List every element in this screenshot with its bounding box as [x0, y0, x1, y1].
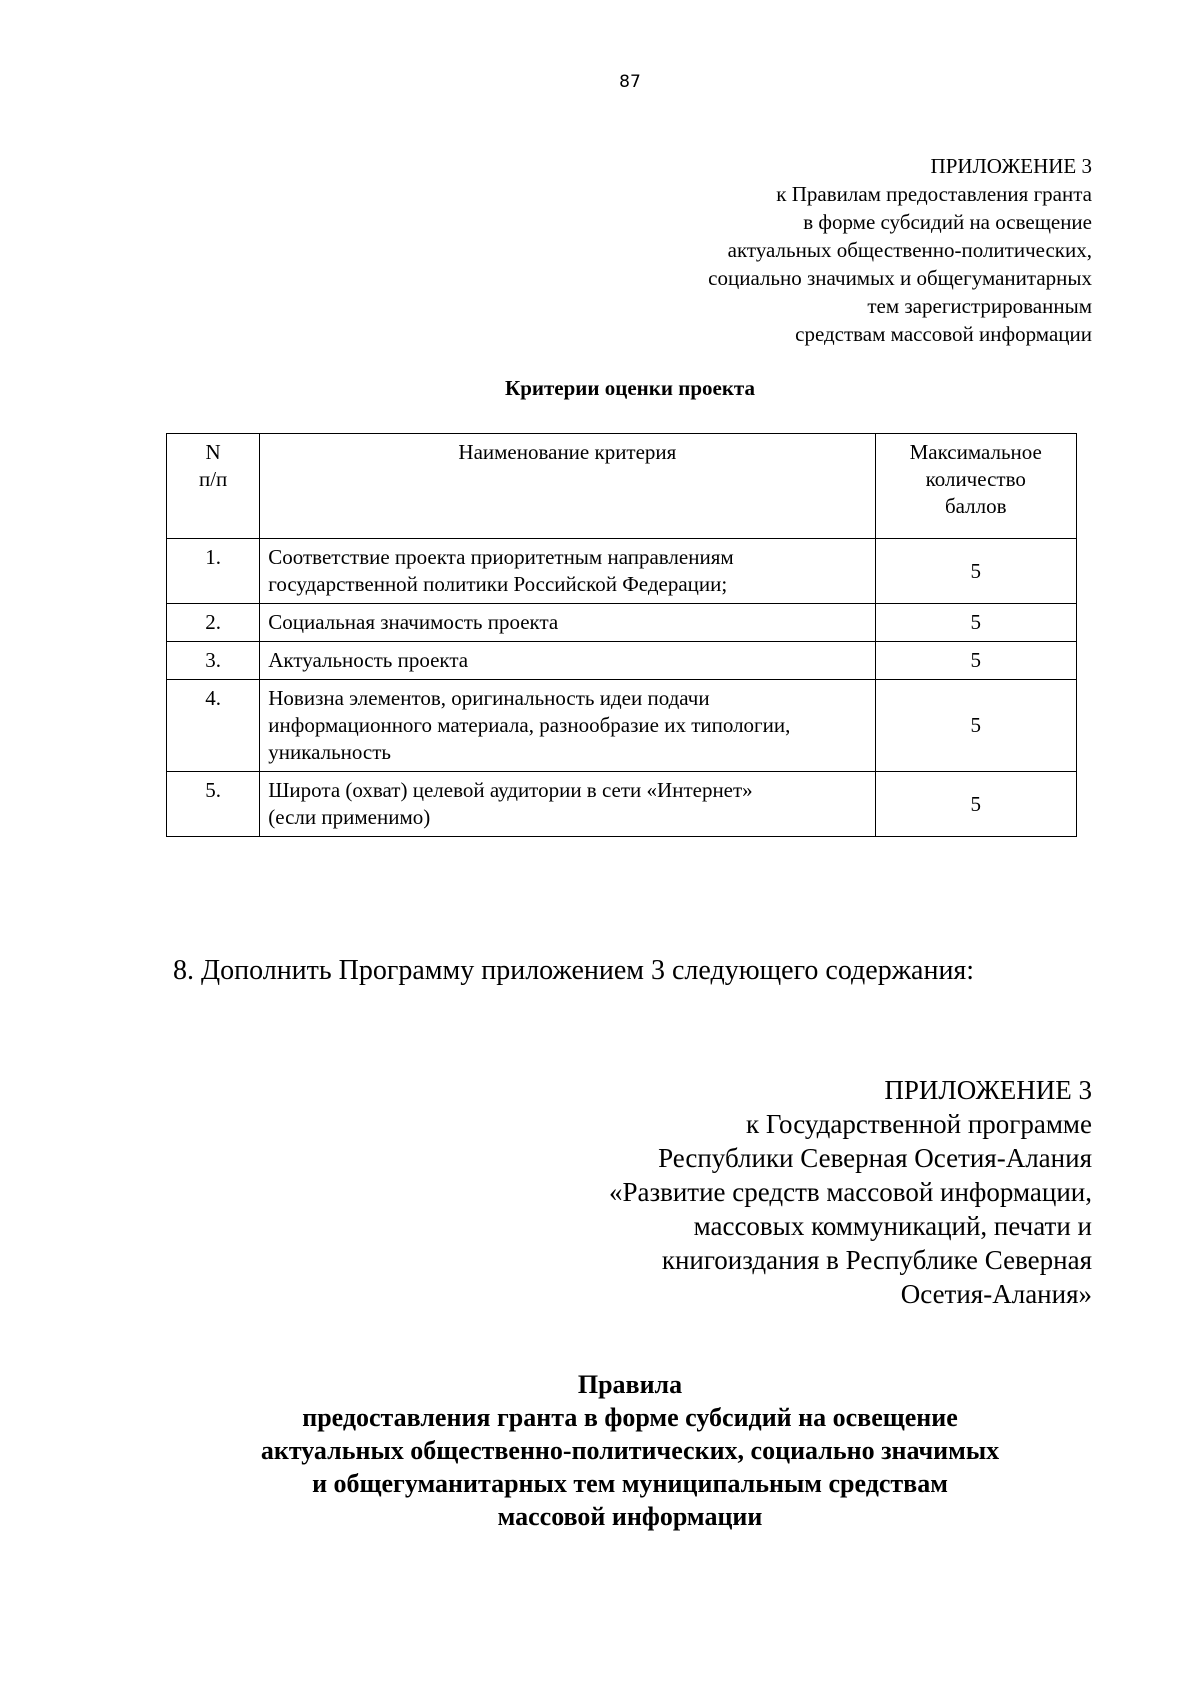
- criterion-line: Соответствие проекта приоритетным направлениям: [268, 545, 734, 569]
- header-max-line: Максимальное: [909, 440, 1042, 464]
- rules-title-line: предоставления гранта в форме субсидий на освещение: [302, 1403, 958, 1432]
- criterion-line: Новизна элементов, оригинальность идеи подачи: [268, 686, 710, 710]
- rules-title-line: и общегуманитарных тем муниципальным средствам: [312, 1469, 948, 1498]
- row-criterion: [260, 772, 875, 837]
- row-criterion: [260, 680, 875, 772]
- appendix-bottom-line: ПРИЛОЖЕНИЕ 3: [884, 1075, 1092, 1105]
- header-max-line: количество: [925, 467, 1026, 491]
- criterion-line: Социальная значимость проекта: [268, 610, 559, 634]
- row-criterion: [260, 642, 875, 680]
- criterion-line: государственной политики Российской Федерации;: [268, 572, 728, 596]
- header-criterion-name: Наименование критерия: [260, 434, 875, 539]
- appendix-bottom-line: книгоиздания в Республике Северная: [661, 1245, 1092, 1275]
- criterion-line: Широта (охват) целевой аудитории в сети «Интернет»: [268, 778, 753, 802]
- table-row: [167, 680, 1077, 772]
- rules-title: [0, 1368, 1200, 1533]
- rules-title-line: массовой информации: [497, 1502, 763, 1531]
- appendix-top-line: актуальных общественно-политических,: [727, 238, 1092, 262]
- header-max-score: [875, 434, 1077, 539]
- row-number: 4.: [167, 680, 260, 772]
- table-header-row: [167, 434, 1077, 539]
- row-max-score: 5: [875, 642, 1077, 680]
- row-number: 2.: [167, 604, 260, 642]
- appendix-bottom-line: Осетия-Алания»: [900, 1279, 1092, 1309]
- amendment-instruction: 8. Дополнить Программу приложением 3 следующего содержания:: [173, 955, 975, 986]
- criterion-line: Актуальность проекта: [268, 648, 469, 672]
- appendix-bottom-line: «Развитие средств массовой информации,: [608, 1177, 1092, 1207]
- appendix-bottom-line: к Государственной программе: [745, 1109, 1092, 1139]
- appendix-top-line: ПРИЛОЖЕНИЕ 3: [930, 154, 1092, 178]
- row-max-score: 5: [875, 680, 1077, 772]
- appendix-bottom-line: Республики Северная Осетия-Алания: [658, 1143, 1092, 1173]
- appendix-top-line: средствам массовой информации: [795, 322, 1092, 346]
- rules-title-line: актуальных общественно-политических, социально значимых: [260, 1436, 1000, 1465]
- appendix-header-top: [708, 152, 1092, 348]
- page-number: 87: [619, 72, 641, 92]
- header-number-line: п/п: [198, 467, 228, 491]
- appendix-header-bottom: [609, 1073, 1092, 1311]
- criterion-line: (если применимо): [268, 805, 431, 829]
- row-max-score: 5: [875, 604, 1077, 642]
- criterion-line: уникальность: [268, 740, 392, 764]
- table-row: [167, 539, 1077, 604]
- criterion-line: информационного материала, разнообразие их типологии,: [268, 713, 791, 737]
- row-criterion: [260, 604, 875, 642]
- appendix-top-line: в форме субсидий на освещение: [803, 210, 1092, 234]
- appendix-bottom-line: массовых коммуникаций, печати и: [693, 1211, 1092, 1241]
- row-number: 1.: [167, 539, 260, 604]
- criteria-table: [166, 433, 1077, 837]
- header-number: [167, 434, 260, 539]
- row-max-score: 5: [875, 772, 1077, 837]
- row-number: 3.: [167, 642, 260, 680]
- criteria-title: Критерии оценки проекта: [504, 376, 755, 400]
- appendix-top-line: к Правилам предоставления гранта: [776, 182, 1092, 206]
- row-max-score: 5: [875, 539, 1077, 604]
- rules-title-line: Правила: [577, 1370, 683, 1399]
- row-criterion: [260, 539, 875, 604]
- table-row: [167, 772, 1077, 837]
- header-number-line: N: [205, 440, 221, 464]
- header-max-line: баллов: [944, 494, 1007, 518]
- row-number: 5.: [167, 772, 260, 837]
- appendix-top-line: социально значимых и общегуманитарных: [708, 266, 1092, 290]
- table-row: [167, 642, 1077, 680]
- table-row: [167, 604, 1077, 642]
- appendix-top-line: тем зарегистрированным: [867, 294, 1092, 318]
